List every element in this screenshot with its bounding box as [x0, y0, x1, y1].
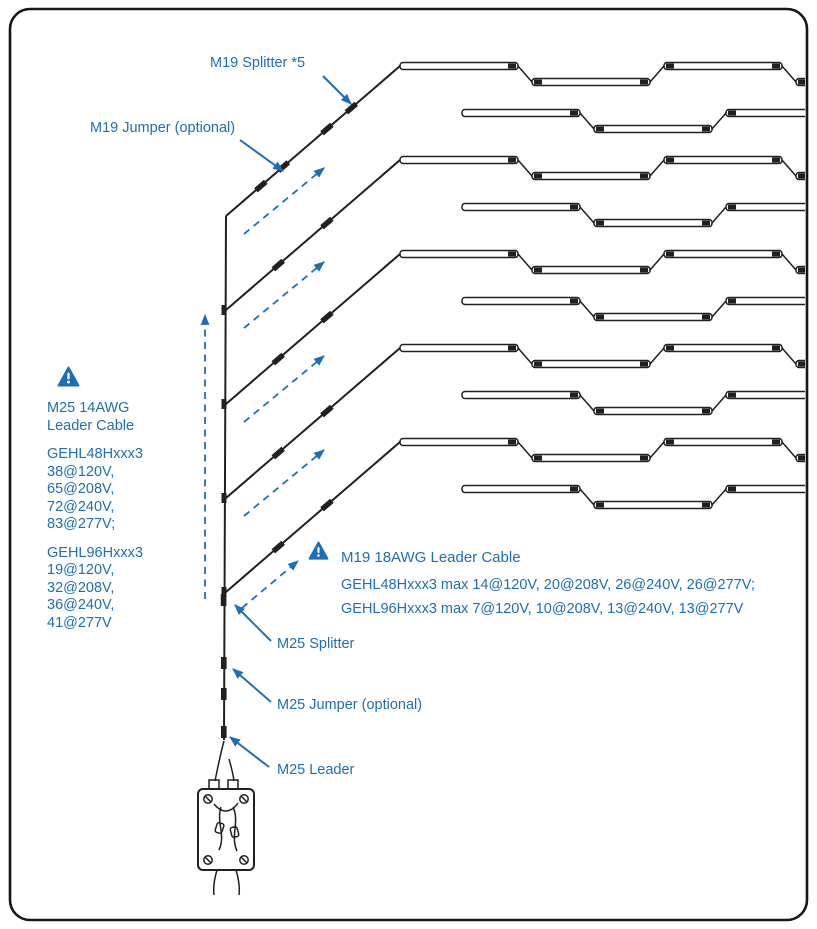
m19-splitter-label: M19 Splitter *5 — [210, 55, 306, 71]
fixture-chain — [400, 439, 817, 462]
fixture-chain — [400, 157, 817, 180]
m19-note-line: GEHL48Hxxx3 max 14@120V, 20@208V, 26@240V, 26@277V; — [341, 577, 755, 593]
m19-splitter-arrow — [323, 76, 351, 104]
flow-arrow — [242, 561, 298, 608]
fixture-chain — [400, 63, 817, 86]
m25-model-rating: 19@120V, — [47, 562, 115, 578]
flow-arrow — [244, 356, 324, 422]
m25-splitter-label: M25 Splitter — [277, 636, 355, 652]
m25-note-title-line1: M25 14AWG — [47, 400, 130, 416]
flow-arrow — [244, 168, 324, 234]
m25-model-rating: 65@208V, — [47, 481, 115, 497]
m25-model-rating: 72@240V, — [47, 498, 115, 515]
fixture-chain — [462, 110, 817, 133]
m25-model-rating: 38@120V, — [47, 463, 115, 480]
m25-leader-note — [47, 366, 187, 632]
fixture-rows — [400, 63, 817, 509]
m19-leader-note — [308, 541, 788, 631]
fixture-chain — [462, 486, 817, 509]
m25-model-name: GEHL48Hxxx3 — [47, 446, 143, 462]
callout-arrows — [230, 76, 351, 767]
m25-model-rating: 36@240V, — [47, 597, 115, 613]
m25-model-rating: 32@208V, — [47, 579, 115, 596]
m19-jumper-label: M19 Jumper (optional) — [90, 120, 236, 136]
fixture-chain — [400, 345, 817, 368]
fixture-chain — [462, 298, 817, 321]
m25-model-rating: 83@277V; — [47, 516, 116, 532]
m19-jumper-arrow — [240, 140, 283, 171]
m25-jumper-label: M25 Jumper (optional) — [277, 697, 423, 713]
m25-model-rating: 41@277V — [47, 614, 112, 631]
m19-note-line: GEHL96Hxxx3 max 7@120V, 10@208V, 13@240V, 13@277V — [341, 601, 744, 617]
fixture-chain — [462, 204, 817, 227]
flow-arrow — [244, 450, 324, 516]
fixture-chain — [462, 392, 817, 415]
fixture-chain — [400, 251, 817, 274]
junction-box — [198, 741, 254, 895]
m25-leader-label: M25 Leader — [277, 762, 355, 778]
m19-note-title: M19 18AWG Leader Cable — [341, 549, 521, 566]
warning-icon — [57, 366, 80, 387]
m25-note-title-line2: Leader Cable — [47, 417, 135, 434]
branch-lines — [226, 66, 400, 592]
m25-model-name: GEHL96Hxxx3 — [47, 544, 143, 561]
m25-leader-arrow — [230, 737, 269, 767]
flow-arrows — [205, 168, 324, 608]
warning-icon — [308, 541, 329, 560]
branch-connectors — [254, 102, 358, 554]
m25-splitter-arrow — [235, 605, 271, 641]
flow-arrow — [244, 262, 324, 328]
m25-jumper-arrow — [233, 669, 271, 702]
